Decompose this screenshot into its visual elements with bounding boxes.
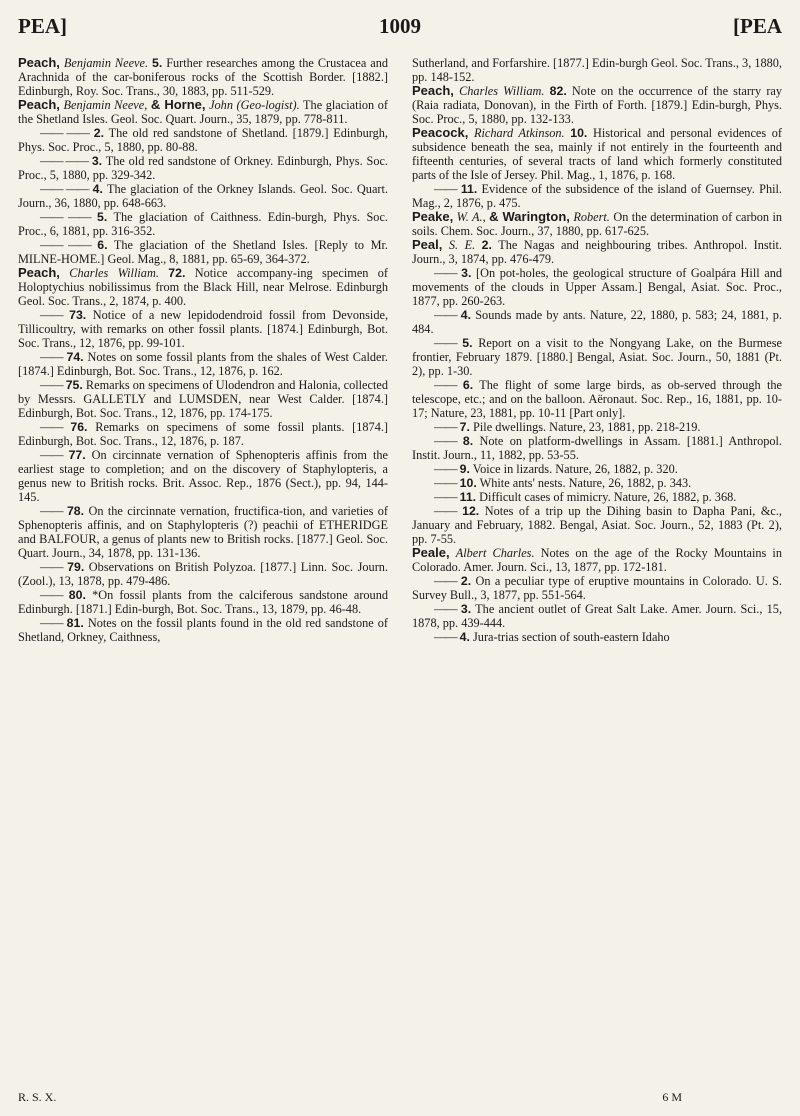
entry-number: 5. [462, 336, 473, 350]
entry-author: Peach, [18, 97, 60, 112]
entry-number: 4. [92, 182, 103, 196]
bib-entry [412, 182, 782, 210]
entry-number: 11. [459, 490, 477, 504]
bib-entry [18, 308, 388, 350]
bib-entry [18, 378, 388, 420]
entry-text: The glaciation of the Orkney Islands. Geol. Soc. Quart. Journ., 36, 1880, pp. 648-663. [18, 182, 388, 210]
entry-text: The glaciation of the Shetland Isles. [Reply to Mr. MILNE-HOME.] Geol. Mag., 8, 1881, pp. 65-69, 364-372. [18, 238, 388, 266]
entry-text: Further researches among the Crustacea and Arachnida of the car-boniferous rocks of the Scottish Border. [1882.] Edinburgh, Roy. Soc. Trans., 30, 1883, pp. 511-529. [18, 56, 388, 98]
bib-entry [18, 266, 388, 308]
entry-text: Sutherland, and Forfarshire. [1877.] Edin-burgh Geol. Soc. Trans., 3, 1880, pp. 148-152. [412, 56, 783, 84]
bib-entry [18, 210, 388, 238]
bib-entry [18, 350, 388, 378]
bib-entry [18, 420, 388, 448]
entry-author: Peake, [412, 209, 454, 224]
entry-number: 3. [460, 602, 472, 616]
bib-entry [412, 266, 782, 308]
entry-text: Difficult cases of mimicry. Nature, 26, 1882, p. 368. [479, 490, 737, 504]
entry-dash: —— [40, 448, 63, 462]
entry-dash: —— [40, 350, 63, 364]
entry-dash: —— [434, 308, 457, 322]
entry-number: 5. [97, 210, 108, 224]
entry-dash: —— [40, 378, 63, 392]
page-header [18, 14, 782, 42]
entry-text: Pile dwellings. Nature, 23, 1881, pp. 218-219. [473, 420, 701, 434]
entry-author: Peacock, [412, 125, 469, 140]
bib-entry [18, 98, 388, 126]
entry-text: Notes of a trip up the Dihing basin to Dapha Pani, &c., January and February, 1882. Bengal, Asiat. Soc. Journ., 52, 1883 (Pt. 2), pp. 7-55. [412, 504, 783, 546]
bib-entry [412, 504, 782, 546]
bib-entry [18, 448, 388, 504]
bib-entry [18, 182, 388, 210]
header-left: PEA] [18, 14, 67, 38]
entry-dash: —— [40, 420, 63, 434]
entry-number: 73. [69, 308, 87, 322]
entry-number: 2. [93, 126, 105, 140]
entry-number: 75. [65, 378, 83, 392]
bib-entry [18, 126, 388, 154]
entry-text: On the determination of carbon in soils. Chem. Soc. Journ., 37, 1880, pp. 617-625. [412, 210, 783, 238]
entry-number: 72. [168, 266, 186, 280]
entry-number: 6. [97, 238, 108, 252]
entry-dash: —— [434, 182, 457, 196]
entry-number: 4. [459, 630, 470, 644]
entry-dash: —— —— [40, 182, 89, 196]
entry-number: 11. [460, 182, 478, 196]
entry-number: 2. [460, 574, 472, 588]
bib-entry [412, 420, 782, 434]
entry-author: Peach, [18, 265, 60, 280]
bib-entry [412, 56, 782, 84]
bib-entry [412, 378, 782, 420]
header-right: [PEA [733, 14, 782, 38]
entry-author: Peach, [18, 55, 60, 70]
entry-dash: —— [434, 434, 457, 448]
entry-text: On a peculiar type of eruptive mountains in Colorado. U. S. Survey Bull., 3, 1877, pp. 551-564. [412, 574, 783, 602]
entry-author-name: Charles William. [69, 266, 159, 280]
entry-number: 76. [70, 420, 88, 434]
entry-text: On the circinnate vernation, fructifica-tion, and varieties of Sphenopteris affinis, and on Staphylopteris (?) peachii of ETHERIDGE and BALFOUR, a genus of plants new to British rocks. [1877.] Geol. Soc. Quart. Journ., 34, 1878, pp. 131-136. [18, 504, 389, 560]
entry-number: 5. [151, 56, 163, 70]
entry-dash: —— [40, 308, 63, 322]
bib-entry [412, 630, 782, 644]
entry-number: 79. [67, 560, 85, 574]
entry-text: [On pot-holes, the geological structure of Goalpára Hill and movements of the clouds in Upper Assam.] Bengal, Asiat. Soc. Proc., 1877, pp. 260-263. [412, 266, 782, 308]
entry-dash: —— [434, 476, 457, 490]
entry-dash: —— [40, 588, 63, 602]
bib-entry [18, 154, 388, 182]
entry-text: Sounds made by ants. Nature, 22, 1880, p. 583; 24, 1881, p. 484. [412, 308, 782, 336]
entry-dash: —— [40, 560, 63, 574]
entry-text: The glaciation of Caithness. Edin-burgh, Phys. Soc. Proc., 6, 1881, pp. 316-352. [18, 210, 388, 238]
entry-dash: —— —— [40, 126, 89, 140]
entry-number: 8. [462, 434, 474, 448]
entry-coauthor-name: Robert. [573, 210, 610, 224]
bib-entry [18, 56, 388, 98]
entry-number: 9. [459, 462, 470, 476]
entry-text: Notes on the fossil plants found in the old red sandstone of Shetland, Orkney, Caithness, [18, 616, 389, 644]
bib-entry [412, 84, 782, 126]
entry-text: The flight of some large birds, as ob-served through the telescope, etc.; and on the balloon. Aëronaut. Soc. Rep., 16, 1881, pp. 10-17; Nature, 23, 1881, pp. 10-11 [Part only]. [412, 378, 783, 420]
bib-entry [18, 560, 388, 588]
entry-text: Observations on British Polyzoa. [1877.] Linn. Soc. Journ. (Zool.), 13, 1878, pp. 479-486. [18, 560, 389, 588]
signature-mark: R. S. X. [18, 1090, 57, 1104]
bib-entry [412, 210, 782, 238]
entry-text: The ancient outlet of Great Salt Lake. Amer. Journ. Sci., 15, 1878, pp. 439-444. [412, 602, 783, 630]
bib-entry [412, 336, 782, 378]
bib-entry [412, 126, 782, 182]
entry-text: The old red sandstone of Orkney. Edinburgh, Phys. Soc. Proc., 5, 1880, pp. 329-342. [18, 154, 388, 182]
entry-coauthor-name: John (Geo-logist). [209, 98, 300, 112]
entry-text: *On fossil plants from the calciferous sandstone around Edinburgh. [1871.] Edin-burgh, Bot. Soc. Trans., 13, 1879, pp. 46-48. [18, 588, 389, 616]
bib-entry [412, 602, 782, 630]
left-column [18, 56, 388, 644]
entry-number: 2. [481, 238, 492, 252]
entry-coauthor: & Warington, [489, 209, 570, 224]
entry-number: 3. [91, 154, 103, 168]
entry-number: 74. [66, 350, 84, 364]
bib-entry [18, 238, 388, 266]
entry-text: Notice accompany-ing specimen of Holoptychius nobilissimus from the Black Hill, near Melrose. Edinburgh Geol. Soc. Trans., 2, 1874, p. 400. [18, 266, 389, 308]
bib-entry [18, 616, 388, 644]
entry-author-name: W. A., [456, 210, 486, 224]
entry-author-name: Richard Atkinson. [473, 126, 565, 140]
page-number: 1009 [379, 14, 421, 38]
entry-dash: —— [434, 602, 457, 616]
entry-number: 10. [570, 126, 588, 140]
entry-text: Remarks on specimens of some fossil plants. [1874.] Edinburgh, Bot. Soc. Trans., 12, 1876, p. 187. [18, 420, 389, 448]
entry-text: Historical and personal evidences of subsidence beneath the sea, mainly if not entirely in the fourteenth and fifteenth centuries, of several tracts of land which formerly constituted parts of the Isle of Jersey. Phil. Mag., 1, 1876, p. 168. [412, 126, 783, 182]
entry-number: 82. [549, 84, 567, 98]
entry-number: 3. [461, 266, 472, 280]
entry-author-name: Albert Charles. [455, 546, 535, 560]
page-footer [18, 1090, 782, 1106]
bib-entry [412, 238, 782, 266]
right-column [412, 56, 782, 644]
entry-author-name: Charles William. [459, 84, 545, 98]
bib-entry [412, 476, 782, 490]
entry-author-name: Benjamin Neeve. [63, 56, 149, 70]
bib-entry [412, 574, 782, 602]
entry-number: 10. [459, 476, 477, 490]
entry-author-name: Benjamin Neeve, [63, 98, 148, 112]
entry-text: Remarks on specimens of Ulodendron and Halonia, collected by Messrs. GALLETLY and LUMSDEN, near West Calder. [1874.] Edinburgh, Bot. Soc. Trans., 12, 1876, pp. 174-175. [18, 378, 388, 420]
entry-text: The Nagas and neighbouring tribes. Anthropol. Instit. Journ., 3, 1874, pp. 476-479. [412, 238, 783, 266]
entry-text: The old red sandstone of Shetland. [1879.] Edinburgh, Phys. Soc. Proc., 5, 1880, pp. 80-88. [18, 126, 389, 154]
entry-dash: —— [434, 490, 457, 504]
entry-number: 81. [66, 616, 84, 630]
entry-number: 77. [68, 448, 86, 462]
entry-dash: —— [40, 616, 63, 630]
entry-dash: —— [434, 462, 457, 476]
bib-entry [412, 308, 782, 336]
entry-number: 78. [66, 504, 85, 518]
bib-entry [18, 504, 388, 560]
entry-text: Jura-trias section of south-eastern Idaho [473, 630, 670, 644]
entry-author: Peale, [412, 545, 450, 560]
entry-dash: —— [434, 504, 457, 518]
entry-text: On circinnate vernation of Sphenopteris affinis from the earliest stage to completion; and on the discovery of Staphylopteris, a genus new to British rocks. Brit. Assoc. Rep., 1876 (Sect.), pp. 94, 144-145. [18, 448, 388, 504]
bib-entry [18, 588, 388, 616]
entry-text: Voice in lizards. Nature, 26, 1882, p. 320. [472, 462, 678, 476]
entry-author-name: S. E. [448, 238, 476, 252]
entry-number: 12. [462, 504, 480, 518]
entry-number: 7. [459, 420, 470, 434]
entry-dash: —— [434, 574, 457, 588]
entry-dash: —— —— [40, 154, 89, 168]
entry-dash: —— [434, 378, 457, 392]
bib-entry [412, 490, 782, 504]
entry-coauthor: & Horne, [150, 97, 206, 112]
entry-author: Peal, [412, 237, 443, 252]
entry-dash: —— [40, 504, 63, 518]
entry-dash: —— [434, 630, 457, 644]
entry-dash: —— [434, 266, 457, 280]
entry-text: Notes on the age of the Rocky Mountains in Colorado. Amer. Journ. Sci., 13, 1877, pp. 172-181. [412, 546, 782, 574]
entry-text: Notes on some fossil plants from the shales of West Calder. [1874.] Edinburgh, Bot. Soc. Trans., 12, 1876, p. 162. [18, 350, 388, 378]
entry-text: The glaciation of the Shetland Isles. Geol. Soc. Quart. Journ., 35, 1879, pp. 778-811. [18, 98, 389, 126]
entry-number: 6. [462, 378, 474, 392]
bib-entry [412, 462, 782, 476]
entry-text: White ants' nests. Nature, 26, 1882, p. 343. [479, 476, 692, 490]
entry-dash: —— [434, 336, 457, 350]
entry-dash: —— —— [40, 238, 91, 252]
entry-text: Notice of a new lepidodendroid fossil from Devonside, Tillicoultry, with remarks on other fossil plants. [1874.] Edinburgh, Bot. Soc. Trans., 12, 1876, pp. 99-101. [18, 308, 389, 350]
bib-entry [412, 546, 782, 574]
entry-number: 80. [68, 588, 86, 602]
bib-entry [412, 434, 782, 462]
entry-text: Note on the occurrence of the starry ray (Raia radiata, Donovan), in the Firth of Forth. [1879.] Edin-burgh, Phys. Soc. Proc., 5, 1880, pp. 132-133. [412, 84, 783, 126]
entry-author: Peach, [412, 83, 454, 98]
entry-dash: —— [434, 420, 457, 434]
entry-dash: —— —— [40, 210, 91, 224]
entry-text: Report on a visit to the Nongyang Lake, on the Burmese frontier, February 1879. [1880.] Bengal, Asiat. Soc. Journ., 50, 1881 (Pt. 2), pp. 1-30. [412, 336, 782, 378]
entry-text: Evidence of the subsidence of the island of Guernsey. Phil. Mag., 2, 1876, p. 475. [412, 182, 783, 210]
signature-number: 6 M [662, 1090, 682, 1104]
entry-text: Note on platform-dwellings in Assam. [1881.] Anthropol. Instit. Journ., 11, 1882, pp. 53-55. [412, 434, 783, 462]
entry-number: 4. [460, 308, 472, 322]
